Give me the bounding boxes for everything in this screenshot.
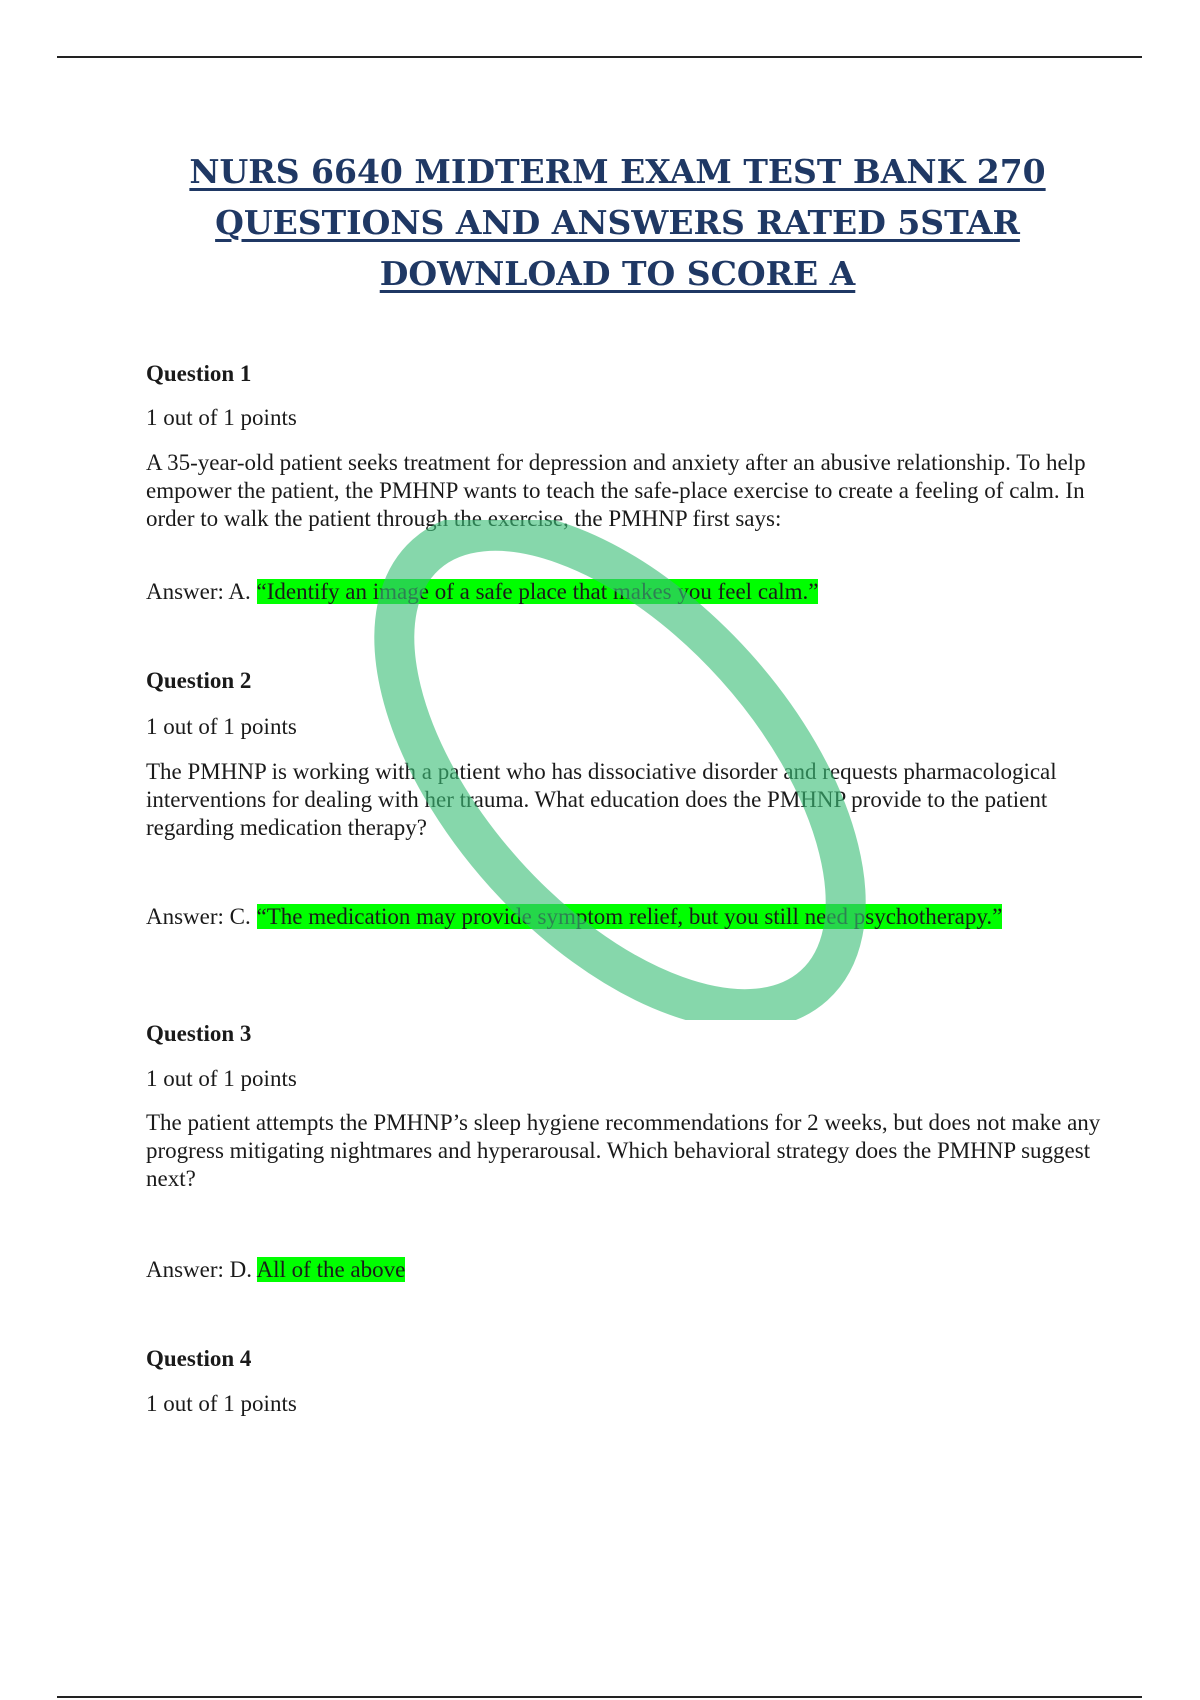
question-heading: Question 2 — [146, 668, 252, 693]
answer-highlight: “The medication may provide symptom relief, but you still need psychotherapy.” — [256, 904, 1003, 929]
document-title: NURS 6640 MIDTERM EXAM TEST BANK 270 QUESTIONS AND ANSWERS RATED 5STAR DOWNLOAD TO SCORE A — [189, 152, 1046, 293]
question-points: 1 out of 1 points — [146, 714, 297, 739]
answer-line — [146, 1256, 1101, 1284]
question-points: 1 out of 1 points — [146, 405, 297, 430]
question-text: The patient attempts the PMHNP’s sleep hygiene recommendations for 2 weeks, but does not make any progress mitigating nightmares and hyperarousal. Which behavioral strategy does the PMHNP suggest next? — [146, 1110, 1101, 1191]
answer-highlight: All of the above — [256, 1257, 406, 1282]
bottom-rule — [57, 1696, 1142, 1698]
question-points: 1 out of 1 points — [146, 1391, 297, 1416]
answer-line — [146, 578, 1101, 606]
answer-prefix: Answer: A. — [146, 579, 251, 604]
question-heading: Question 3 — [146, 1021, 252, 1046]
answer-highlight: “Identify an image of a safe place that makes you feel calm.” — [256, 579, 819, 604]
question-text: The PMHNP is working with a patient who has dissociative disorder and requests pharmacological interventions for dealing with her trauma. What education does the PMHNP provide to the patient regarding medication therapy? — [146, 759, 1057, 840]
question-points: 1 out of 1 points — [146, 1066, 297, 1091]
question-heading: Question 1 — [146, 361, 252, 386]
answer-prefix: Answer: C. — [146, 904, 251, 929]
question-heading: Question 4 — [146, 1346, 252, 1371]
question-text: A 35-year-old patient seeks treatment for depression and anxiety after an abusive relationship. To help empower the patient, the PMHNP wants to teach the safe-place exercise to create a feeling of calm. In order to walk the patient through the exercise, the PMHNP first says: — [146, 450, 1086, 531]
answer-line — [146, 903, 1101, 931]
answer-prefix: Answer: D. — [146, 1257, 253, 1282]
top-rule — [57, 56, 1142, 58]
